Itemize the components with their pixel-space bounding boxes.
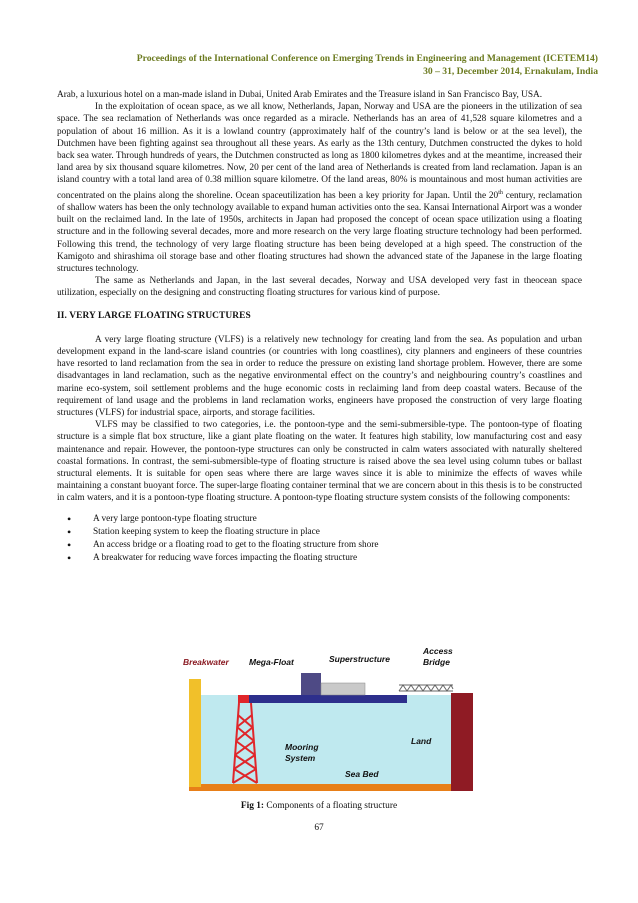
label-breakwater: Breakwater (183, 657, 229, 667)
superstructure-tower (301, 673, 321, 695)
label-access: Access (423, 646, 453, 656)
breakwater-wall (189, 679, 201, 787)
label-mooring: Mooring (285, 742, 319, 752)
access-bridge (399, 685, 453, 691)
superstructure-building (321, 683, 365, 695)
list-item: • An access bridge or a floating road to get to the floating structure from shore (93, 539, 582, 552)
paragraph-vlfs-intro: A very large floating structure (VLFS) is a relatively new technology for creating land from the sea. As population and urban development expand in the land-scare island countries (or countries with long coastlines), city planners and engineers of these countries have resorted to land reclamation from the sea in order to reduce the pressure on existing land shortage problem. However, there are some disadvantages in land reclamation, such as the negative environmental effect on the country’s and neighbouring country’s coastlines and marine eco-system, soil settlement problems and the huge economic costs in reclaiming land from deep coastal waters. Because of the requirement of land usage and the problems in land reclamation works, engineers have proposed the construction of very large floating structures (VLFS) for industrial space, airports, and storage facilities. (57, 334, 582, 418)
figure-caption (0, 801, 638, 811)
components-list (57, 513, 582, 566)
paragraph-continuation: Arab, a luxurious hotel on a man-made island in Dubai, United Arab Emirates and the Treasure island in San Francisco Bay, USA. (57, 90, 543, 100)
land-block (451, 693, 473, 791)
label-superstructure: Superstructure (329, 654, 390, 664)
paragraph-netherlands-japan-part-2: century, reclamation of shallow waters has been the only technology available to expand human activities onto the sea. Kansai International Airport was a wonder built on the reclaimed land. In the late of 1950s, architects in Japan had proposed the concept of ocean space utilization using a floating structure and in the following several decades, more and more research on the very large floating structure technology had been performed. Following this trend, the technology of very large floating structure has been being developed at a high speed. The construction of the Kamigoto and shirashima oil storage base and other floating structures had shown the advanced state of the Japanese in the large floating structures technology. (57, 190, 583, 274)
sea-bed (189, 784, 461, 791)
label-system: System (285, 753, 316, 763)
header-line-2: 30 – 31, December 2014, Ernakulam, India (423, 66, 598, 77)
mega-float-pontoon (249, 695, 407, 703)
label-sea-bed: Sea Bed (345, 769, 379, 779)
caption-text: Components of a floating structure (264, 801, 398, 811)
header-line-1: Proceedings of the International Conference on Emerging Trends in Engineering and Management (ICETEM14) (136, 53, 598, 64)
section-heading: II. VERY LARGE FLOATING STRUCTURES (57, 310, 251, 321)
conference-header (40, 52, 598, 78)
paragraph-norway-usa: The same as Netherlands and Japan, in the last several decades, Norway and USA developed very fast in theocean space utilization, especially on the designing and constructing floating structures for various kind of purpose. (57, 276, 582, 299)
superscript-th: th (498, 189, 503, 196)
label-land: Land (411, 736, 432, 746)
label-mega-float: Mega-Float (249, 657, 294, 667)
floating-structure-diagram (181, 643, 477, 795)
list-item: • A breakwater for reducing wave forces impacting the floating structure (93, 552, 582, 565)
list-item: • Station keeping system to keep the floating structure in place (93, 526, 582, 539)
caption-label: Fig 1: (240, 801, 265, 811)
paragraph-netherlands-japan (57, 101, 582, 275)
label-bridge: Bridge (423, 657, 450, 667)
page-number: 67 (314, 823, 324, 833)
paragraph-vlfs-types: VLFS may be classified to two categories, i.e. the pontoon-type and the semi-submersible-type. The pontoon-type of floating structure is a simple flat box structure, like a giant plate floating on the water. It features high stability, low manufacturing cost and easy maintenance and repair. However, the pontoon-type structures can only be constructed in calm waters associated with naturally sheltered coastal formations. In contrast, the semi-submersible-type of floating structure is raised above the sea level using column tubes or ballast structural elements. It is suitable for open seas where there are large waves since it is able to minimize the effects of waves while maintaining a constant buoyant force. The super-large floating container terminal that we are concern about in this thesis is to be constructed in calm waters, and it is a pontoon-type floating structure. A pontoon-type floating structure system consists of the following components: (57, 420, 582, 504)
body-text (57, 89, 582, 565)
paragraph-netherlands-japan-part-1: In the exploitation of ocean space, as we all know, Netherlands, Japan, Norway and USA are the pioneers in the utilization of sea space. The sea reclamation of Netherlands was once regarded as a miracle. Netherlands has an area of 41,528 square kilometres and a population of about 16 million. As it is a lowland country (approximately half of the country’s land is below or at the sea level), the Dutchmen have been fighting against sea throughout all these years. As early as the 13th century, Dutchmen constructed the dykes to hold back sea water. Through hundreds of years, the Dutchmen constructed as long as 1800 kilometres dykes and at the meantime, increased their land area by six thousand square kilometres. Now, 20 per cent of the land area of Netherlands is created from land reclamation. Japan is an island country with a total land area of 0.38 million square kilometre. Of the land areas, 80% is mountainous and most human activities are concentrated on the plains along the shoreline. Ocean spaceutilization has been a key priority for Japan. Until the 20 (57, 102, 582, 201)
list-item: • A very large pontoon-type floating structure (93, 513, 582, 526)
